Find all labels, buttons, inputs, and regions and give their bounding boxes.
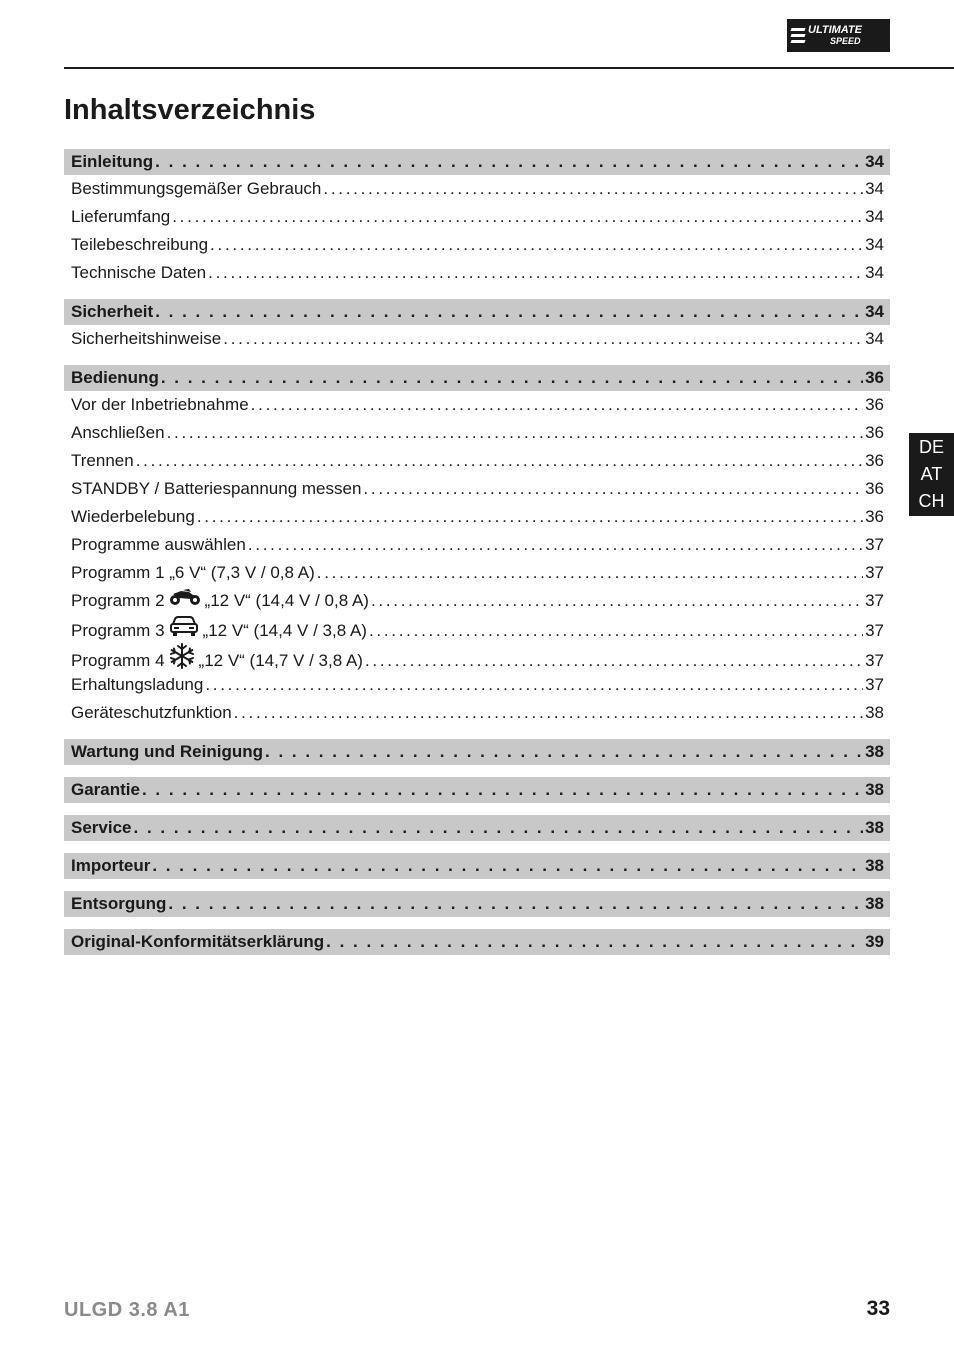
toc-dot-leader [248,531,863,559]
toc-entry-title [71,391,249,419]
toc-section-heading[interactable] [64,777,890,803]
toc-entry[interactable] [64,447,890,475]
toc-entry-page: 36 [865,423,884,442]
toc-section-heading[interactable] [64,891,890,917]
toc-entry[interactable] [64,175,890,203]
toc-dot-leader [223,325,863,353]
toc-dot-leader [152,853,863,879]
toc-entry-page: 34 [865,179,884,198]
toc-dot-leader [326,929,863,955]
toc-heading-title: Wartung und Reinigung [71,742,263,761]
logo-text [808,25,862,47]
toc-section-heading[interactable] [64,299,890,325]
toc-entry-text: Geräteschutzfunktion [71,703,232,722]
logo-stripes [791,28,805,43]
toc-dot-leader [197,503,863,531]
toc-entry-title [71,175,321,203]
toc-section [64,777,890,803]
toc-entry-page: 38 [865,703,884,722]
footer-page-number: 33 [866,1297,890,1320]
logo-line2: SPEED [830,35,861,46]
toc-section-heading[interactable] [64,149,890,175]
toc-entry-text: Trennen [71,451,134,470]
toc-entry-text: Erhaltungsladung [71,675,204,694]
toc-heading-title: Garantie [71,780,140,799]
toc-entry-text: Lieferumfang [71,207,171,226]
toc-entry-title [71,671,203,699]
toc-section-heading[interactable] [64,853,890,879]
toc-dot-leader [167,419,864,447]
toc-dot-leader [317,559,863,587]
toc-entry-page: 36 [865,507,884,526]
toc-heading-page: 38 [865,894,884,913]
toc-heading-title: Einleitung [71,152,154,171]
toc-entry-text: Bestimmungsgemäßer Gebrauch [71,179,322,198]
toc-entry[interactable] [64,475,890,503]
toc-section-heading[interactable] [64,739,890,765]
toc-entry[interactable] [64,699,890,727]
toc-dot-leader [155,299,863,325]
toc-entry-title [71,559,315,587]
toc-entry-text: Programm 3 [71,620,165,640]
toc-entry-text: Programm 2 [71,591,165,610]
toc-entry[interactable] [64,559,890,587]
toc-heading-title: Importeur [71,856,151,875]
toc-heading-page: 38 [865,818,884,837]
toc-entry[interactable] [64,419,890,447]
toc-entry[interactable] [64,325,890,353]
toc-entry-page: 34 [865,235,884,254]
toc-entry-page: 37 [865,650,884,670]
toc-entry-text: Vor der Inbetriebnahme [71,395,249,414]
toc-heading-page: 36 [865,368,884,387]
toc-entry-text-suffix: „12 V“ (14,4 V / 3,8 A) [202,620,367,640]
toc-entry-text: Anschließen [71,423,165,442]
toc-entry-title [71,587,369,615]
toc-entry-page: 36 [865,395,884,414]
toc-heading-page: 34 [865,302,884,321]
toc-entry-text: Programm 1 „6 V“ (7,3 V / 0,8 A) [71,563,315,582]
toc-entry-text: Technische Daten [71,263,207,282]
toc-section-heading[interactable] [64,929,890,955]
toc-dot-leader [234,699,863,727]
toc-entry-page: 37 [865,591,884,610]
toc-dot-leader [363,475,863,503]
toc-dot-leader [168,891,863,917]
toc-entry[interactable] [64,503,890,531]
toc-dot-leader [136,447,863,475]
lang-at: AT [920,464,943,484]
toc-heading-title: Entsorgung [71,894,167,913]
toc-entry-text-suffix: „12 V“ (14,4 V / 0,8 A) [204,591,369,610]
toc-section-heading[interactable] [64,815,890,841]
toc-heading-page: 38 [865,856,884,875]
toc-entry[interactable] [64,391,890,419]
toc-entry-text: Teilebeschreibung [71,235,209,254]
toc-heading-page: 34 [865,152,884,171]
toc-entry[interactable] [64,615,890,643]
motorcycle-icon [169,587,201,615]
toc-entry-title [71,531,246,559]
car-icon [169,615,199,646]
toc-dot-leader [155,149,863,175]
toc-entry-title [71,419,165,447]
toc-heading-title: Service [71,818,132,837]
lang-ch: CH [918,491,945,511]
toc-entry-text: Programm 4 [71,650,165,670]
toc-entry-text-suffix: „12 V“ (14,7 V / 3,8 A) [198,650,363,670]
footer-model: ULGD 3.8 A1 [64,1299,190,1321]
toc-entry-page: 36 [865,479,884,498]
toc-dot-leader [371,587,863,615]
toc-entry-title [71,203,170,231]
toc-entry[interactable] [64,259,890,287]
toc-dot-leader [323,175,863,203]
toc-entry-page: 37 [865,675,884,694]
toc-entry-page: 37 [865,563,884,582]
toc-section [64,299,890,353]
toc-entry[interactable] [64,231,890,259]
toc-dot-leader [210,231,863,259]
toc-entry-text: Wiederbelebung [71,507,195,526]
toc-entry-title [71,231,208,259]
toc-entry-page: 34 [865,329,884,348]
toc-heading-page: 39 [865,932,884,951]
toc-heading-title: Sicherheit [71,302,154,321]
toc-entry[interactable] [64,587,890,615]
toc-heading-title: Bedienung [71,368,159,387]
toc-section-heading[interactable] [64,365,890,391]
toc-dot-leader [134,815,864,841]
toc-section [64,853,890,879]
toc-dot-leader [142,777,863,803]
toc-entry-title [71,503,195,531]
toc-section [64,891,890,917]
toc-section [64,739,890,765]
toc-entry-page: 34 [865,207,884,226]
page-title: Inhaltsverzeichnis [64,94,316,126]
toc-entry-page: 37 [865,535,884,554]
toc-entry-page: 34 [865,263,884,282]
toc-entry-page: 36 [865,451,884,470]
toc-entry-text: Programme auswählen [71,535,246,554]
toc-entry-title [71,475,361,503]
toc-section [64,815,890,841]
toc-entry-title [71,259,206,287]
toc-entry-text: Sicherheitshinweise [71,329,222,348]
toc-entry-page: 37 [865,620,884,640]
toc-section [64,929,890,955]
toc-dot-leader [369,617,863,645]
toc-section [64,149,890,287]
toc-section [64,365,890,727]
toc-entry-text: STANDBY / Batteriespannung messen [71,479,362,498]
toc-entry[interactable] [64,643,890,671]
toc-entry-title [71,325,221,353]
toc-entry-title [71,615,367,646]
toc-dot-leader [265,739,863,765]
brand-logo [787,19,890,52]
toc-heading-page: 38 [865,780,884,799]
toc-dot-leader [251,391,863,419]
toc-dot-leader [208,259,863,287]
logo-line1: ULTIMATE [808,23,862,36]
toc-entry[interactable] [64,531,890,559]
header-rule [64,67,954,69]
toc-heading-page: 38 [865,742,884,761]
lang-de: DE [918,437,944,457]
toc-entry[interactable] [64,203,890,231]
toc-dot-leader [205,671,863,699]
toc-heading-title: Original-Konformitätserklärung [71,932,325,951]
toc-entry-title [71,699,232,727]
toc-dot-leader [172,203,863,231]
toc-entry-title [71,447,134,475]
toc-entry[interactable] [64,671,890,699]
toc-dot-leader [161,365,863,391]
language-tab [909,433,954,516]
table-of-contents [64,149,890,967]
